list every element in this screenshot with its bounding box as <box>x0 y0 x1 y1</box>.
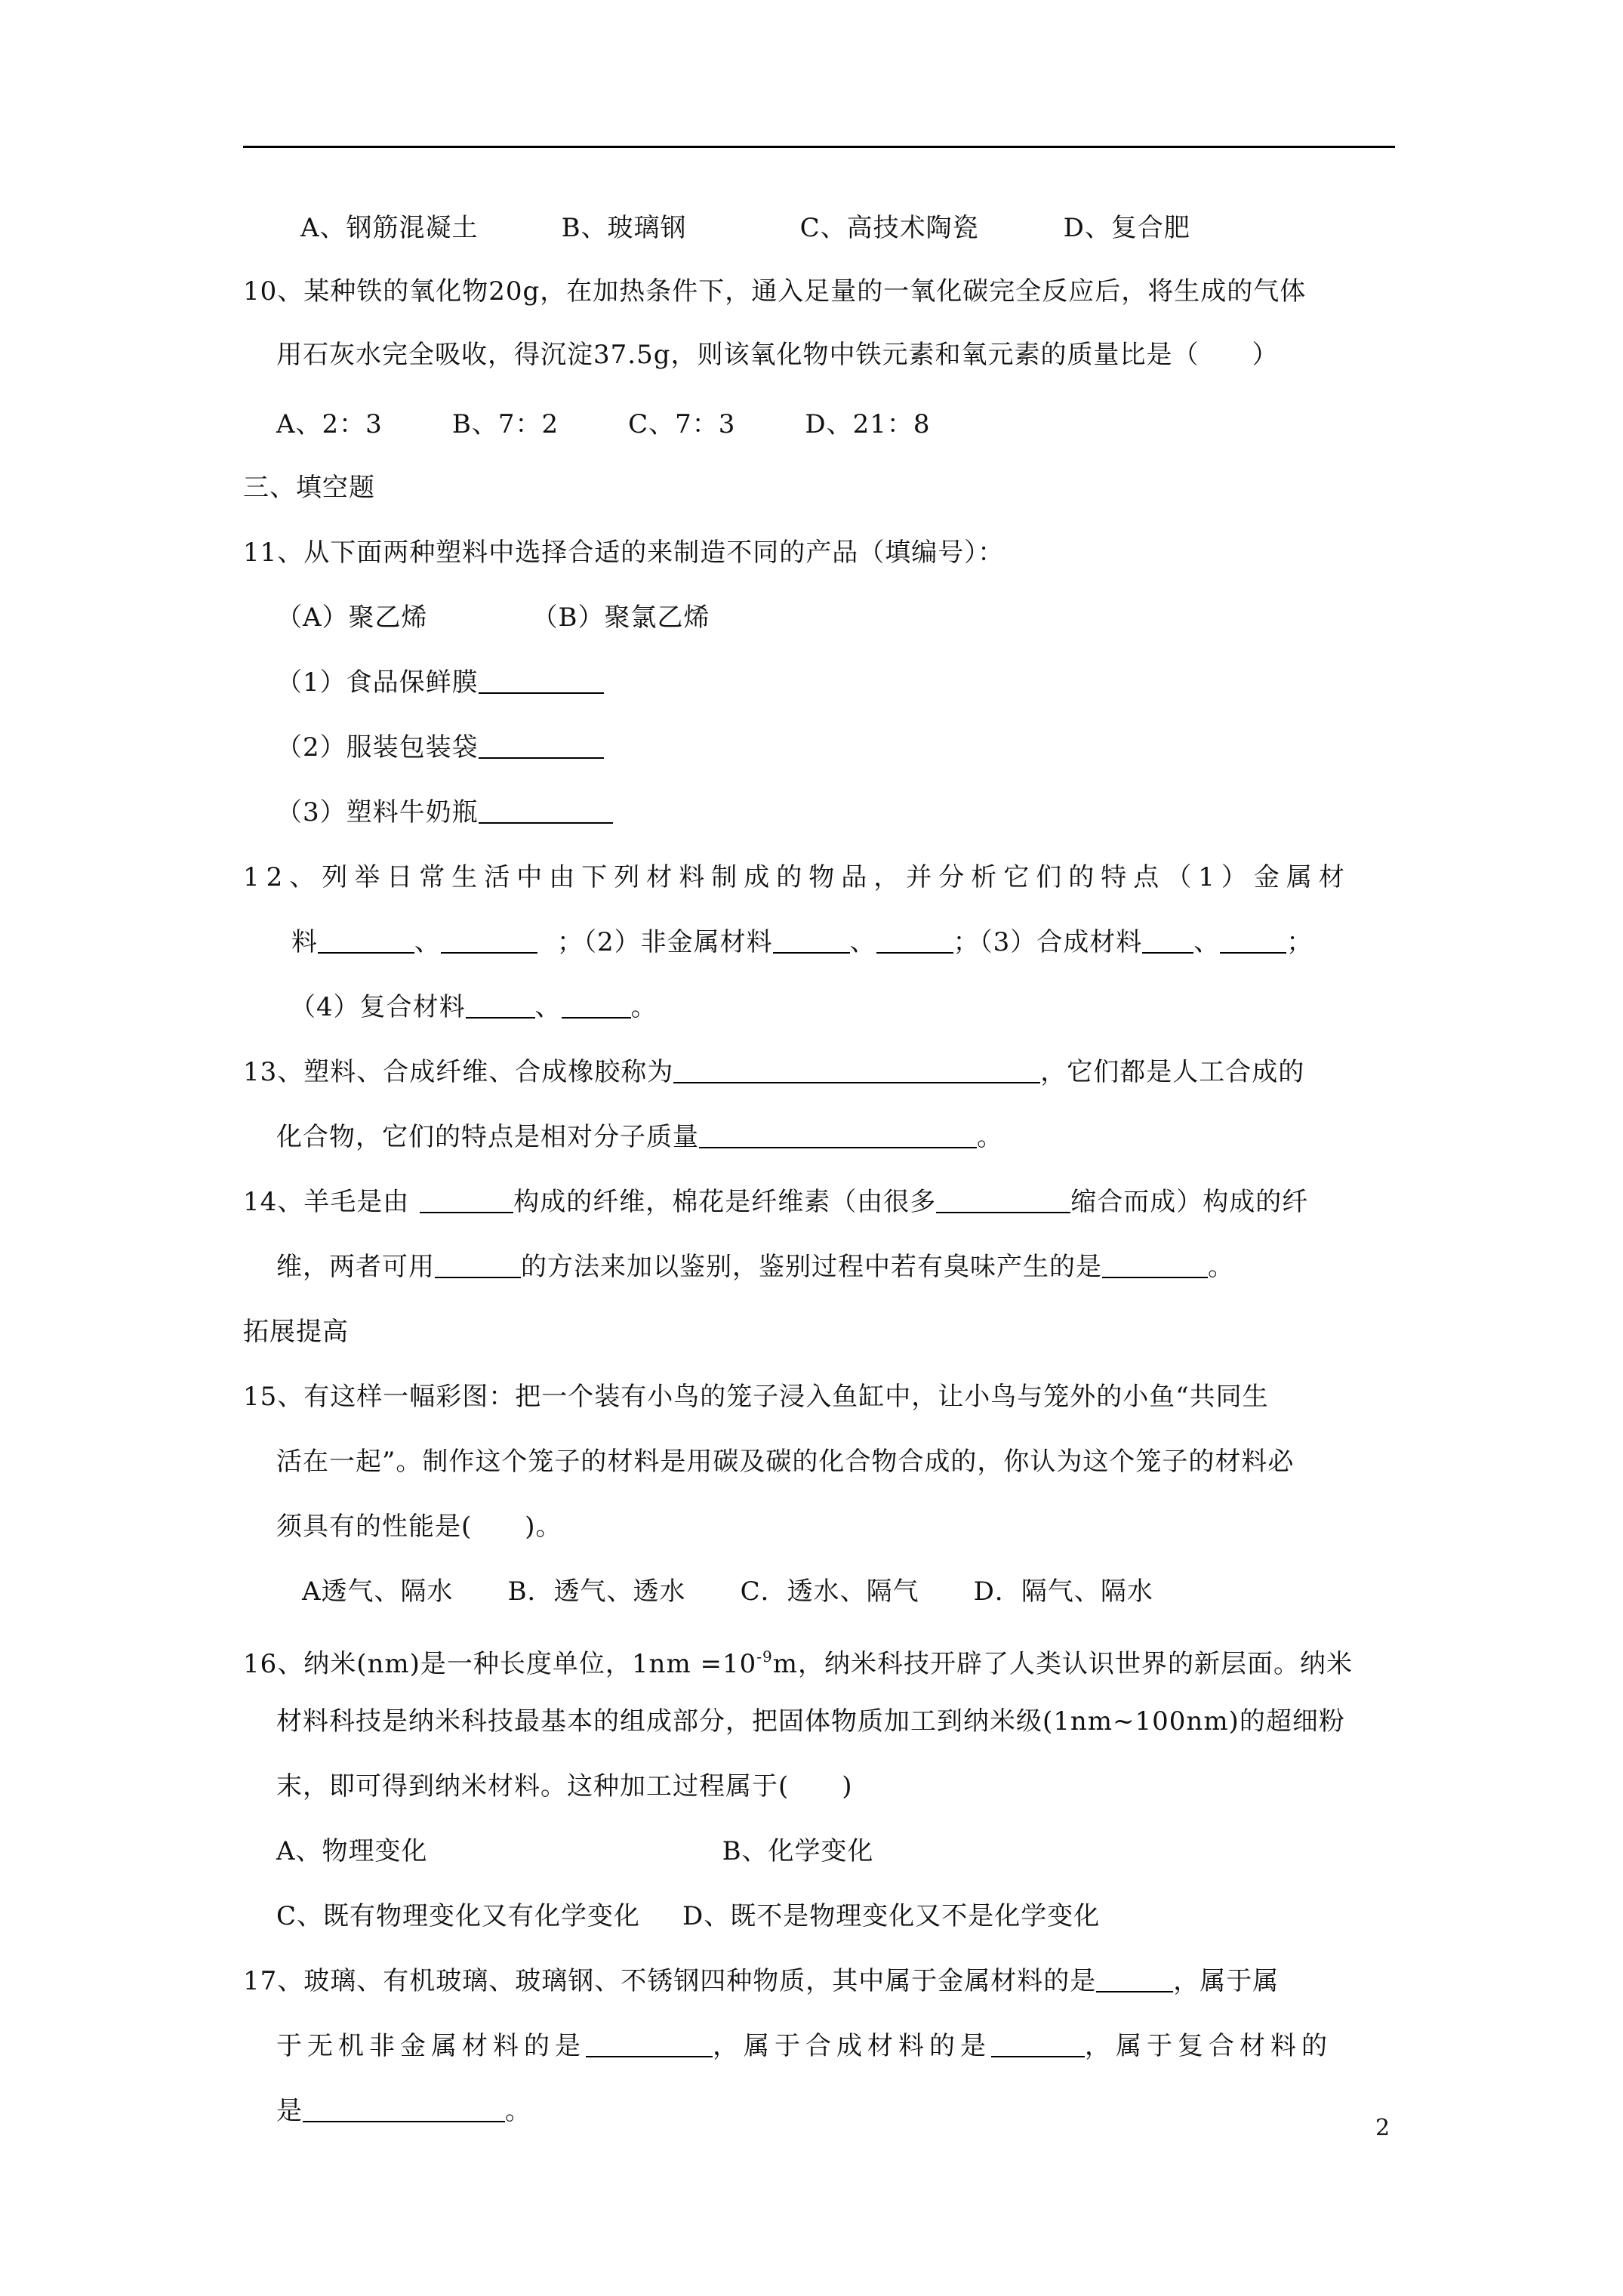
q15-option-a: A透气、隔水 <box>302 1576 454 1607</box>
q10-option-d: D、21：8 <box>805 409 931 439</box>
q9-option-c: C、高技术陶瓷 <box>799 213 979 243</box>
q17-line1: 17、玻璃、有机玻璃、玻璃钢、不锈钢四种物质，其中属于金属材料的是 ，属于属 <box>243 1966 1280 1996</box>
q10-option-c: C、7：3 <box>628 409 736 439</box>
answer-blank[interactable] <box>1220 929 1286 954</box>
q10-option-b: B、7：2 <box>451 409 559 439</box>
q10-option-a: A、2：3 <box>276 409 383 439</box>
q11-option-a: （A）聚乙烯 <box>276 603 428 633</box>
answer-blank[interactable] <box>435 1254 521 1278</box>
answer-blank[interactable] <box>699 1124 977 1148</box>
q9-options <box>300 213 1190 243</box>
q16-line1: 16、纳米(nm)是一种长度单位，$1nm =10^{-9}m$，纳米科技开辟了人类认识世界的新层面。纳米 <box>243 1647 1353 1679</box>
answer-blank[interactable] <box>479 800 613 824</box>
q17-line2: 于无机非金属材料的是 ，属于合成材料的是 ，属于复合材料的 <box>276 2031 1332 2061</box>
q15-option-c: C．透水、隔气 <box>740 1576 919 1607</box>
q13-line1: 13、塑料、合成纤维、合成橡胶称为 ，它们都是人工合成的 <box>243 1057 1305 1087</box>
answer-blank[interactable] <box>479 735 604 759</box>
q16-options-row1 <box>276 1836 874 1866</box>
answer-blank[interactable] <box>562 994 631 1019</box>
header-rule <box>243 146 1395 148</box>
q15-options <box>302 1576 1153 1607</box>
q10-line2: 用石灰水完全吸收，得沉淀37.5g，则该氧化物中铁元素和氧元素的质量比是（ ） <box>276 340 1279 370</box>
q11-item1: （1）食品保鲜膜 <box>276 667 604 698</box>
q16-option-a: A、物理变化 <box>276 1836 428 1866</box>
answer-blank[interactable] <box>673 1059 1040 1083</box>
q15-line3: 须具有的性能是( )。 <box>276 1512 562 1542</box>
page-number: 2 <box>1375 2115 1390 2141</box>
q10-options <box>276 409 931 439</box>
q15-line2: 活在一起”。制作这个笼子的材料是用碳及碳的化合物合成的，你认为这个笼子的材料必 <box>276 1447 1295 1477</box>
answer-blank[interactable] <box>1102 1254 1208 1278</box>
q16-option-b: B、化学变化 <box>722 1836 874 1866</box>
q11-item2: （2）服装包装袋 <box>276 732 604 763</box>
q11-choices <box>276 603 710 633</box>
answer-blank[interactable] <box>466 994 535 1019</box>
answer-blank[interactable] <box>991 2033 1085 2057</box>
q12-line1: 12、列举日常生活中由下列材料制成的物品，并分析它们的特点（1）金属材 <box>243 862 1351 892</box>
q14-line1: 14、羊毛是由 构成的纤维，棉花是纤维素（由很多 缩合而成）构成的纤 <box>243 1187 1309 1217</box>
q14-line2: 维，两者可用 的方法来加以鉴别，鉴别过程中若有臭味产生的是 。 <box>276 1252 1234 1282</box>
answer-blank[interactable] <box>773 929 850 954</box>
answer-blank[interactable] <box>303 2098 505 2122</box>
q9-option-d: D、复合肥 <box>1063 213 1190 243</box>
answer-blank[interactable] <box>441 929 537 954</box>
q17-line3: 是 。 <box>276 2096 531 2126</box>
answer-blank[interactable] <box>479 670 604 694</box>
exponent: -9 <box>756 1647 773 1666</box>
answer-blank[interactable] <box>876 929 953 954</box>
q16-options-row2 <box>276 1901 1100 1931</box>
section-title-fill-blank: 三、填空题 <box>243 473 375 503</box>
q12-line3: （4）复合材料 、 。 <box>290 992 658 1022</box>
q11-option-b: （B）聚氯乙烯 <box>531 603 710 633</box>
q9-option-a: A、钢筋混凝土 <box>300 213 479 243</box>
q16-option-c: C、既有物理变化又有化学变化 <box>276 1901 641 1931</box>
q10-line1: 10、某种铁的氧化物20g，在加热条件下，通入足量的一氧化碳完全反应后，将生成的气体 <box>243 276 1307 307</box>
q11-stem: 11、从下面两种塑料中选择合适的来制造不同的产品（填编号）： <box>243 538 1005 568</box>
q13-line2: 化合物，它们的特点是相对分子质量 。 <box>276 1122 1003 1152</box>
answer-blank[interactable] <box>318 929 414 954</box>
q16-line2: 材料科技是纳米科技最基本的组成部分，把固体物质加工到纳米级(1nm~100nm)的超细粉 <box>276 1706 1345 1737</box>
q15-line1: 15、有这样一幅彩图：把一个装有小鸟的笼子浸入鱼缸中，让小鸟与笼外的小鱼“共同生 <box>243 1382 1269 1412</box>
answer-blank[interactable] <box>936 1189 1070 1213</box>
q11-item3: （3）塑料牛奶瓶 <box>276 797 613 827</box>
section-title-extension: 拓展提高 <box>243 1317 349 1347</box>
q12-line2: 料 、 ；（2）非金属材料 、 ；（3）合成材料 、 ； <box>291 927 1313 957</box>
q15-option-b: B．透气、透水 <box>507 1576 686 1607</box>
q16-line3: 末，即可得到纳米材料。这种加工过程属于( ) <box>276 1771 853 1801</box>
q9-option-b: B、玻璃钢 <box>561 213 687 243</box>
answer-blank[interactable] <box>1096 1968 1173 1992</box>
q15-option-d: D．隔气、隔水 <box>973 1576 1153 1607</box>
answer-blank[interactable] <box>586 2033 713 2057</box>
q16-option-d: D、既不是物理变化又不是化学变化 <box>682 1901 1101 1931</box>
answer-blank[interactable] <box>1142 929 1193 954</box>
answer-blank[interactable] <box>420 1189 513 1213</box>
